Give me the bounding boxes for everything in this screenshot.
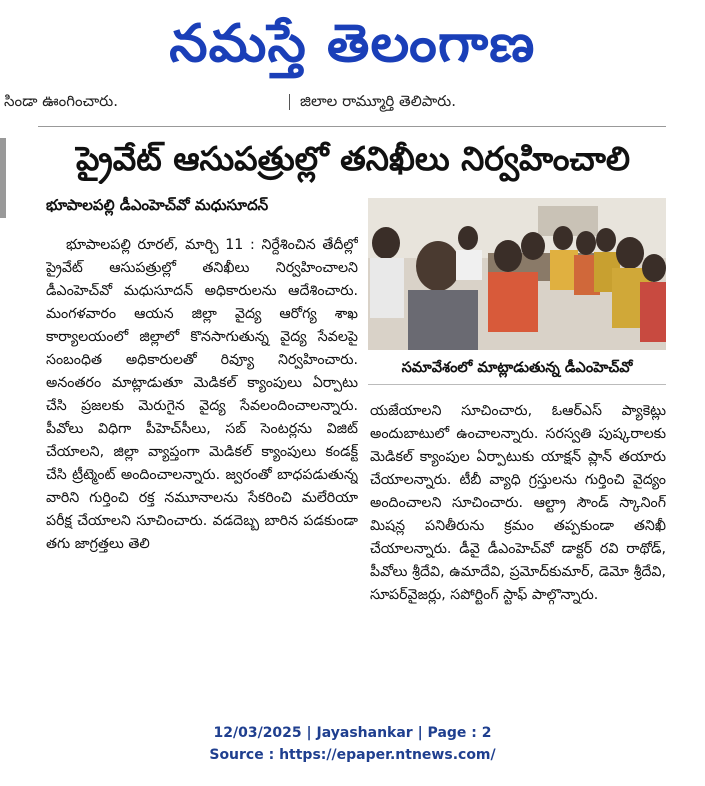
article-body-left-column — [46, 234, 358, 700]
photo-caption: సమావేశంలో మాట్లాడుతున్న డీఎంహెచ్‌వో — [368, 352, 666, 385]
page-footer — [0, 722, 705, 772]
meeting-photo — [368, 198, 666, 350]
article-byline: భూపాలపల్లి డీఎంహెచ్‌వో మధుసూదన్ — [46, 196, 269, 214]
footer-source-link[interactable]: Source : https://epaper.ntnews.com/ — [209, 747, 496, 763]
footer-date-edition: 12/03/2025 | Jayashankar | Page : 2 — [213, 725, 492, 741]
previous-article-strip — [0, 90, 705, 116]
article-headline: ప్రైవేట్ ఆసుపత్రుల్లో తనిఖీలు నిర్వహించాలి — [75, 139, 631, 178]
left-edge-bar — [0, 138, 6, 218]
article-paragraph-right: యజేయాలని సూచించారు, ఓఆర్‌ఎస్ ప్యాకెట్లు అందుబాటులో ఉంచాలన్నారు. సరస్వతి పుష్కరాలకు మెడికల్ క్యాంపుల ఏర్పాటుకు యాక్షన్ ప్లాన్ తయారు చేయాలన్నారు. టీబీ వ్యాధి గ్రస్తులను గుర్తించి వైద్యం అందించాలని సూచించారు. ఆల్ట్రా సౌండ్ స్కానింగ్ మిషన్ల పనితీరును క్రమం తప్పకుండా తనిఖీ చేయాలన్నారు. డీవై డీఎంహెచ్‌వో డాక్టర్ రవి రాథోడ్, పీవోలు శ్రీదేవి, ఉమాదేవి, ప్రమోద్‌కుమార్, డెమో శ్రీదేవి, సూపర్‌వైజర్లు, సపోర్టింగ్ స్టాఫ్ పాల్గొన్నారు. — [370, 403, 666, 603]
meeting-photo-image — [368, 198, 666, 350]
newspaper-logo: నమస్తే తెలంగాణ — [169, 14, 536, 74]
previous-article-right-text: జిలాల రామ్మూర్తి తెలిపారు. — [300, 92, 457, 110]
article-paragraph-left: భూపాలపల్లి రూరల్, మార్చి 11 : నిర్దేశించిన తేదీల్లో ప్రైవేట్ ఆసుపత్రుల్లో తనిఖీలు నిర్వహించాలని డీఎంహెచ్‌వో మధుసూదన్ అధికారులను ఆదేశించారు. మంగళవారం ఆయన జిల్లా వైద్య ఆరోగ్య శాఖ కార్యాలయంలో జిల్లాలో కొనసాగుతున్న వైద్య సేవలపై సంబంధిత అధికారులతో రివ్యూ నిర్వహించారు. అనంతరం మాట్లాడుతూ మెడికల్ క్యాంపులు ఏర్పాటు చేసి ప్రజలకు మెరుగైన వైద్య సేవలందించాలన్నారు. పీవోలు విధిగా పీహెచ్‌సీలు, సబ్ సెంటర్లను విజిట్ చేయాలని, జిల్లా వ్యాప్తంగా మెడికల్ క్యాంపులు కండక్ట్ చేసి ట్రీట్మెంట్ అందించాలన్నారు. జ్వరంతో బాధపడుతున్న వారిని గుర్తించి రక్త నమూనాలను సేకరించి మలేరియా పరీక్ష చేయాలని సూచించారు. వడదెబ్బ బారిన పడకుండా తగు జాగ్రత్తలు తెలి — [46, 237, 358, 552]
previous-article-left-text: సిండా ఊంగించారు. — [4, 92, 118, 110]
article-body-right-column — [370, 400, 666, 700]
masthead — [0, 0, 705, 88]
column-divider — [289, 94, 290, 110]
